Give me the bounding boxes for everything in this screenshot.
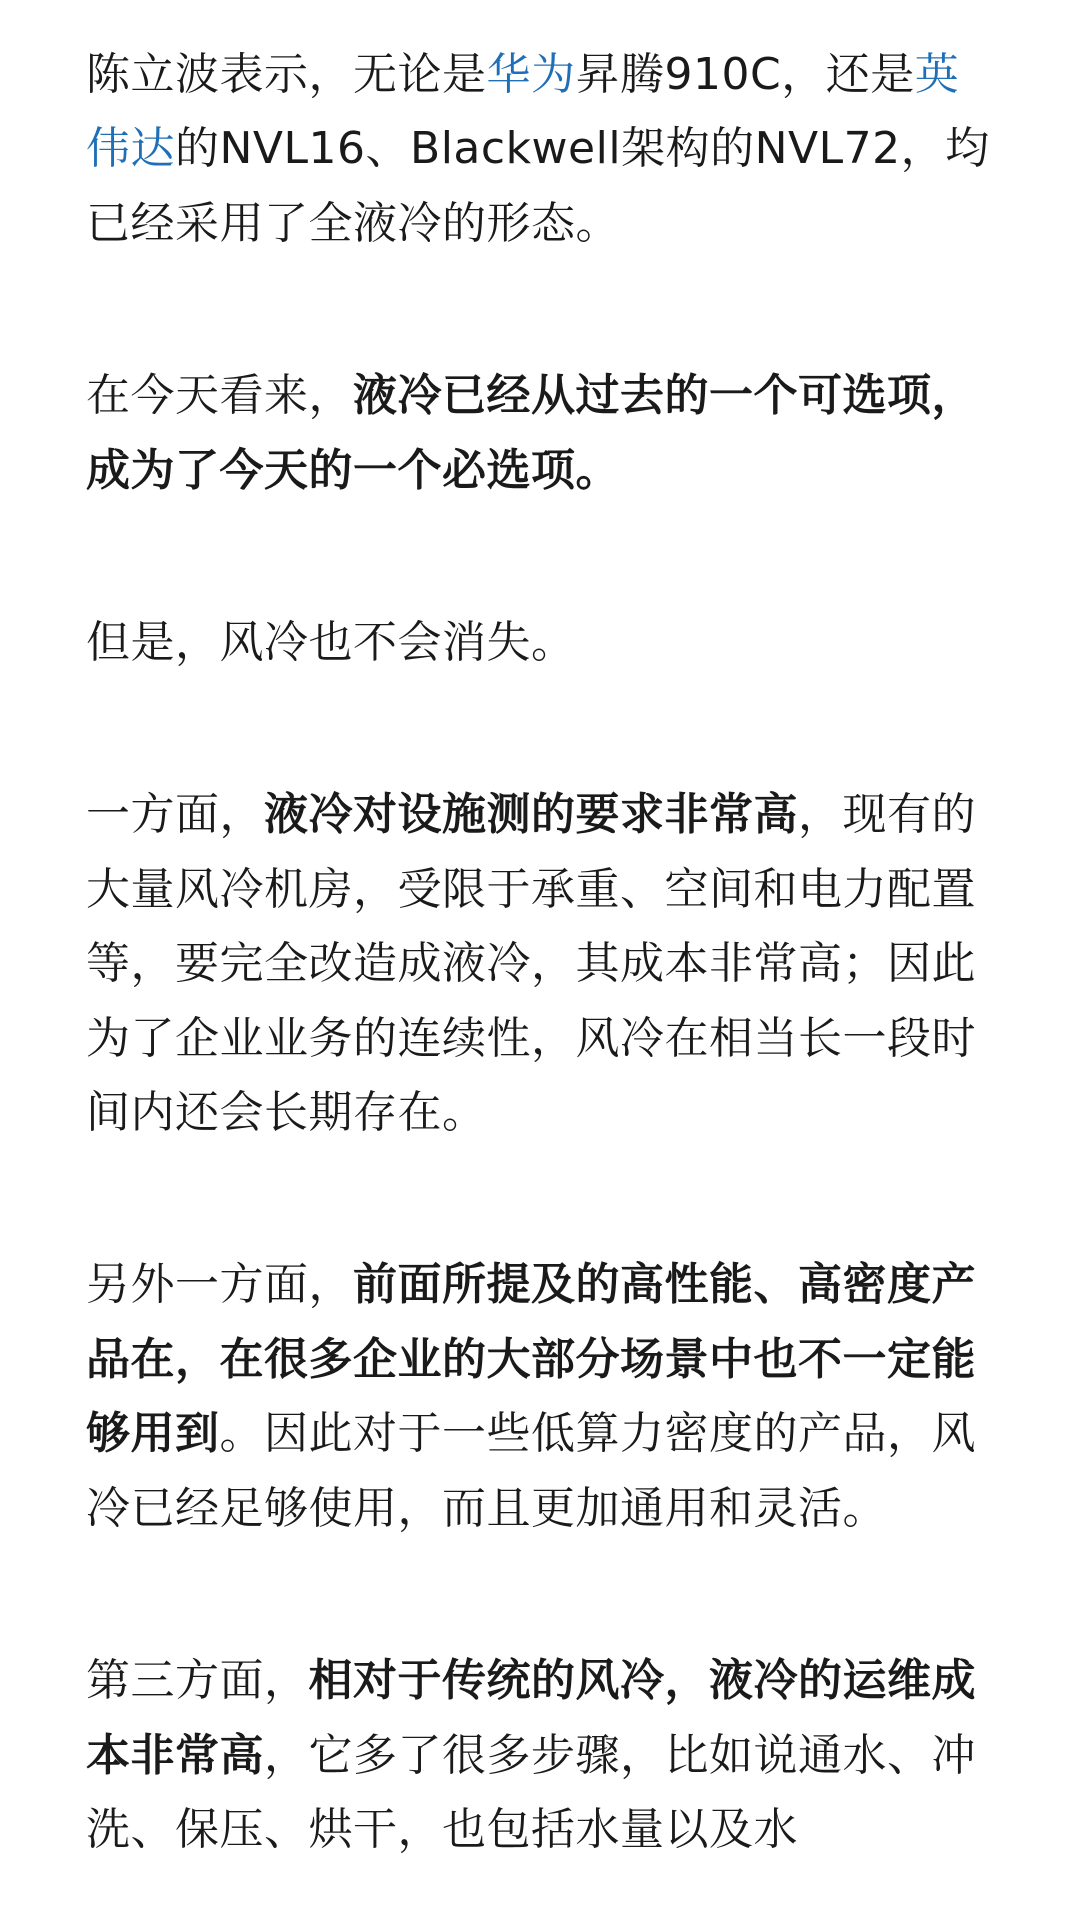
paragraph-2 bbox=[86, 359, 1002, 508]
paragraph-5 bbox=[86, 1248, 1002, 1546]
link-nvidia[interactable]: 英伟达 bbox=[86, 49, 960, 175]
paragraph-4 bbox=[86, 778, 1002, 1150]
p4-text-1: 一方面， bbox=[86, 789, 264, 841]
p2-bold-1: 液冷已经从过去的一个可选项，成为了今天的一个必选项。 bbox=[86, 370, 976, 496]
p6-text-2: ，它多了很多步骤，比如说通水、冲洗、保压、烘干，也包括水量以及水 bbox=[86, 1729, 976, 1855]
paragraph-3 bbox=[86, 606, 1002, 680]
article-body bbox=[86, 38, 1002, 1867]
p1-text-2: 昇腾910C，还是 bbox=[575, 49, 915, 100]
p1-text-1: 陈立波表示，无论是 bbox=[86, 49, 487, 100]
p6-text-1: 第三方面， bbox=[86, 1655, 309, 1707]
p4-text-2: ，现有的大量风冷机房，受限于承重、空间和电力配置等，要完全改造成液冷，其成本非常高；因此为了企业业务的连续性，风冷在相当长一段时间内还会长期存在。 bbox=[86, 789, 976, 1139]
paragraph-6 bbox=[86, 1644, 1002, 1867]
p5-bold-1: 前面所提及的高性能、高密度产品在，在很多企业的大部分场景中也不一定能够用到 bbox=[86, 1259, 976, 1460]
paragraph-1 bbox=[86, 38, 1002, 261]
link-huawei[interactable]: 华为 bbox=[486, 49, 576, 100]
p3-text-1: 但是，风冷也不会消失。 bbox=[86, 617, 576, 669]
p4-bold-1: 液冷对设施测的要求非常高 bbox=[264, 789, 798, 841]
p2-text-1: 在今天看来， bbox=[86, 370, 353, 422]
p1-text-3: 的NVL16、Blackwell架构的NVL72，均已经采用了全液冷的形态。 bbox=[86, 123, 990, 249]
p5-text-1: 另外一方面， bbox=[86, 1259, 353, 1311]
p5-text-2: 。因此对于一些低算力密度的产品，风冷已经足够使用，而且更加通用和灵活。 bbox=[86, 1408, 976, 1534]
p6-bold-1: 相对于传统的风冷，液冷的运维成本非常高 bbox=[86, 1655, 976, 1781]
